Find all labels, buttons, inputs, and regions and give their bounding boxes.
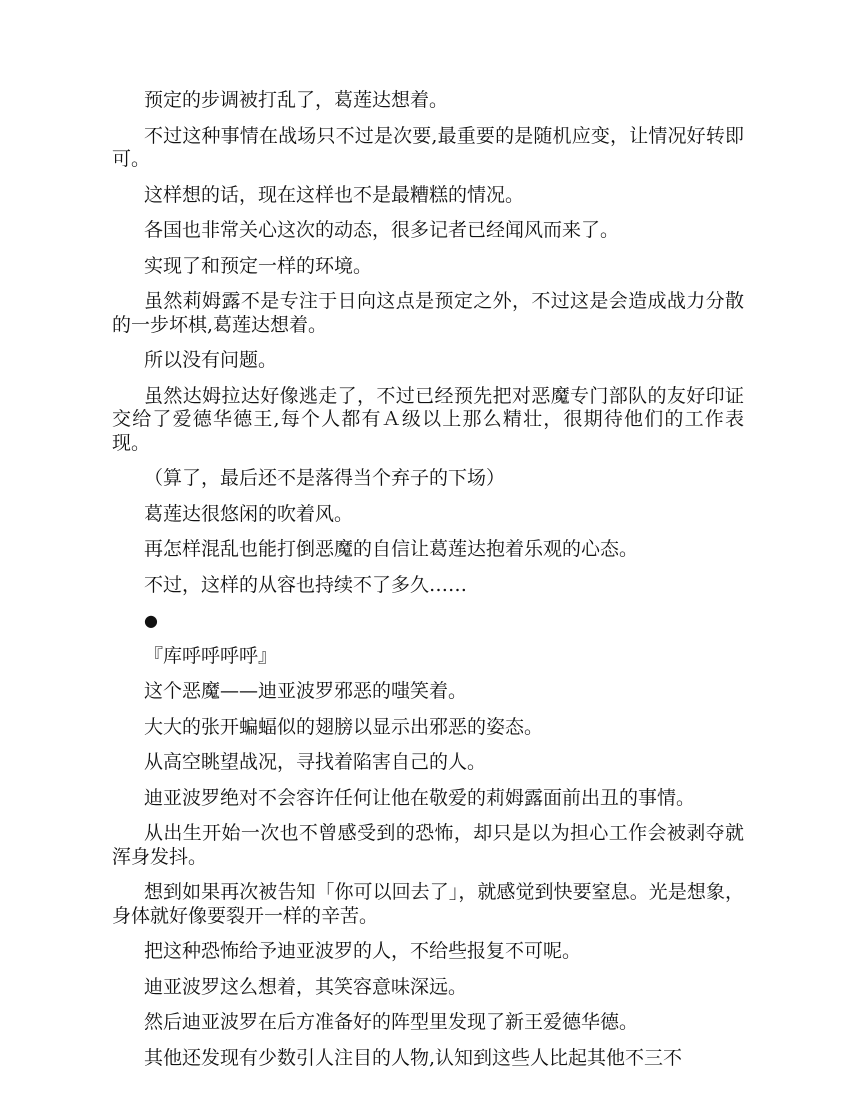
paragraph: 把这种恐怖给予迪亚波罗的人，不给些报复不可呢。 — [144, 940, 582, 962]
paragraph: 其他还发现有少数引人注目的人物,认知到这些人比起其他不三不 — [144, 1046, 683, 1069]
paragraph: 不过这种事情在战场只不过是次要,最重要的是随机应变，让情况好转即可。 — [112, 124, 744, 170]
paragraph: 所以没有问题。 — [144, 349, 278, 371]
paragraph: 虽然莉姆露不是专注于日向这点是预定之外，不过这是会造成战力分散的一步坏棋,葛莲达想着。 — [112, 290, 744, 336]
body-text — [112, 89, 744, 1082]
paragraph: 『库呼呼呼呼』 — [144, 644, 278, 667]
paragraph: 这样想的话，现在这样也不是最糟糕的情况。 — [144, 183, 525, 206]
paragraph: 从高空眺望战况，寻找着陷害自己的人。 — [144, 751, 487, 773]
paragraph: （算了，最后还不是落得当个弃子的下场） — [144, 467, 506, 489]
scene-break-bullet: ● — [144, 611, 158, 630]
paragraph: 虽然达姆拉达好像逃走了，不过已经预先把对恶魔专门部队的友好印证交给了爱德华德王,每个人都有Ａ级以上那么精壮，很期待他们的工作表现。 — [112, 384, 744, 454]
paragraph: 想到如果再次被告知「你可以回去了」，就感觉到快要窒息。光是想象，身体就好像要裂开一样的辛苦。 — [112, 881, 744, 927]
paragraph: 然后迪亚波罗在后方准备好的阵型里发现了新王爱德华德。 — [144, 1011, 639, 1033]
paragraph: 不过，这样的从容也持续不了多久…… — [144, 573, 468, 596]
paragraph: 大大的张开蝙蝠似的翅膀以显示出邪恶的姿态。 — [144, 715, 544, 738]
paragraph: 迪亚波罗绝对不会容许任何让他在敬爱的莉姆露面前出丑的事情。 — [144, 786, 696, 809]
paragraph: 实现了和预定一样的环境。 — [144, 254, 373, 277]
paragraph: 再怎样混乱也能打倒恶魔的自信让葛莲达抱着乐观的心态。 — [144, 538, 639, 560]
paragraph: 迪亚波罗这么想着，其笑容意味深远。 — [144, 975, 468, 998]
paragraph: 从出生开始一次也不曾感受到的恐怖，却只是以为担心工作会被剥夺就浑身发抖。 — [112, 822, 744, 868]
paragraph: 各国也非常关心这次的动态，很多记者已经闻风而来了。 — [144, 219, 620, 241]
paragraph: 这个恶魔——迪亚波罗邪恶的嗤笑着。 — [144, 680, 468, 702]
paragraph: 预定的步调被打乱了，葛莲达想着。 — [144, 89, 449, 111]
paragraph: 葛莲达很悠闲的吹着风。 — [144, 502, 354, 525]
